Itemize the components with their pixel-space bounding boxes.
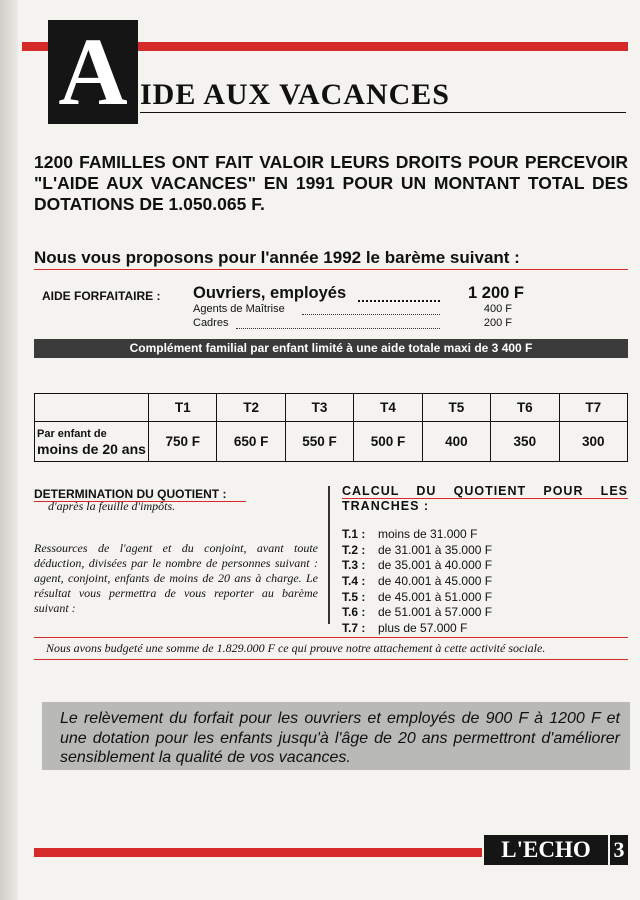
tranche-range: de 40.001 à 45.000 F	[378, 574, 493, 589]
forfaitaire-label: AIDE FORFAITAIRE :	[42, 289, 161, 303]
proposal-heading-rule	[34, 269, 628, 270]
tranche-code: T.5 :	[342, 589, 366, 604]
intro-paragraph: 1200 FAMILLES ONT FAIT VALOIR LEURS DROITS POUR PERCEVOIR "L'AIDE AUX VACANCES" EN 1991 POUR UN MONTANT TOTAL DES DOTATIONS DE 1.050.065 F.	[34, 152, 628, 214]
tranche-range: moins de 31.000 F	[378, 527, 478, 541]
title-underline	[140, 112, 626, 113]
tranche-code: T.2 :	[342, 542, 366, 557]
header-cell: T5	[422, 394, 490, 422]
magazine-name: L'ECHO	[484, 835, 608, 865]
header-cell: T6	[491, 394, 559, 422]
drop-cap-initial: A	[48, 20, 138, 124]
tranche-code: T.1 :	[342, 527, 366, 541]
column-divider	[328, 486, 330, 624]
table-corner-cell	[35, 394, 149, 422]
forfaitaire-amount-cadres: 200 F	[483, 317, 512, 329]
complement-banner: Complément familial par enfant limité à une aide totale maxi de 3 400 F	[34, 339, 628, 358]
determination-subtitle: d'après la feuille d'impôts.	[48, 499, 176, 513]
tranche-range: de 35.001 à 40.000 F	[378, 558, 493, 573]
tranche-code: T.6 :	[342, 605, 366, 620]
value-cell: 750 F	[149, 422, 217, 462]
value-cell: 550 F	[285, 422, 353, 462]
closing-panel: Le relèvement du forfait pour les ouvriers et employés de 900 F à 1200 F et une dotation pour les enfants jusqu'à l'âge de 20 ans permettront d'améliorer sensiblement la qualité de vos vacances.	[42, 702, 630, 770]
forfaitaire-amount-ouvriers: 1 200 F	[468, 284, 524, 302]
forfaitaire-row-ouvriers: Ouvriers, employés	[193, 284, 347, 302]
budget-note: Nous avons budgeté une somme de 1.829.000 F ce qui prouve notre attachement à cette activité sociale.	[34, 637, 628, 660]
tranche-range: de 31.001 à 35.000 F	[378, 542, 493, 557]
dot-leader	[358, 300, 440, 302]
header-cell: T1	[149, 394, 217, 422]
bottom-red-bar	[34, 848, 482, 857]
row-label-line2: moins de 20 ans	[37, 440, 146, 457]
list-item	[342, 527, 492, 543]
tranche-header-row	[35, 394, 628, 422]
value-cell: 350	[491, 422, 559, 462]
list-item	[342, 574, 492, 590]
list-item	[342, 558, 492, 574]
determination-title: DETERMINATION DU QUOTIENT :	[34, 487, 227, 501]
value-cell: 500 F	[354, 422, 422, 462]
tranche-value-row	[35, 422, 628, 462]
tranche-code: T.7 :	[342, 621, 366, 636]
row-label-cell	[35, 422, 149, 462]
tranche-list	[342, 527, 492, 637]
dot-leader	[236, 328, 440, 329]
proposal-heading: Nous vous proposons pour l'année 1992 le barème suivant :	[34, 248, 520, 267]
determination-text: Ressources de l'agent et du conjoint, avant toute déduction, divisées par le nombre de personnes suivant : agent, conjoint, enfants de moins de 20 ans à charge. Le résultat vous permettra de vous reporter au barème suivant :	[34, 541, 318, 615]
header-cell: T3	[285, 394, 353, 422]
header-cell: T4	[354, 394, 422, 422]
tranche-table	[34, 393, 628, 462]
forfaitaire-row-maitrise: Agents de Maîtrise	[193, 303, 285, 315]
calcul-title-line2: TRANCHES :	[342, 499, 430, 513]
value-cell: 400	[422, 422, 490, 462]
page-number: 3	[610, 835, 628, 865]
list-item	[342, 605, 492, 621]
tranche-code: T.4 :	[342, 574, 366, 589]
header-cell: T2	[217, 394, 285, 422]
page-title: IDE AUX VACANCES	[140, 78, 450, 111]
forfaitaire-row-cadres: Cadres	[193, 317, 229, 329]
list-item	[342, 543, 492, 559]
list-item	[342, 621, 492, 637]
list-item	[342, 590, 492, 606]
tranche-range: plus de 57.000 F	[378, 621, 468, 636]
value-cell: 650 F	[217, 422, 285, 462]
tranche-range: de 45.001 à 51.000 F	[378, 589, 493, 604]
value-cell: 300	[559, 422, 627, 462]
tranche-range: de 51.001 à 57.000 F	[378, 605, 493, 620]
forfaitaire-amount-maitrise: 400 F	[483, 303, 512, 315]
row-label-line1: Par enfant de	[37, 427, 107, 440]
header-cell: T7	[559, 394, 627, 422]
dot-leader	[302, 314, 440, 315]
page-spine-shadow	[0, 0, 18, 900]
calcul-title-line1: CALCUL DU QUOTIENT POUR LES	[342, 484, 628, 498]
tranche-code: T.3 :	[342, 558, 366, 573]
